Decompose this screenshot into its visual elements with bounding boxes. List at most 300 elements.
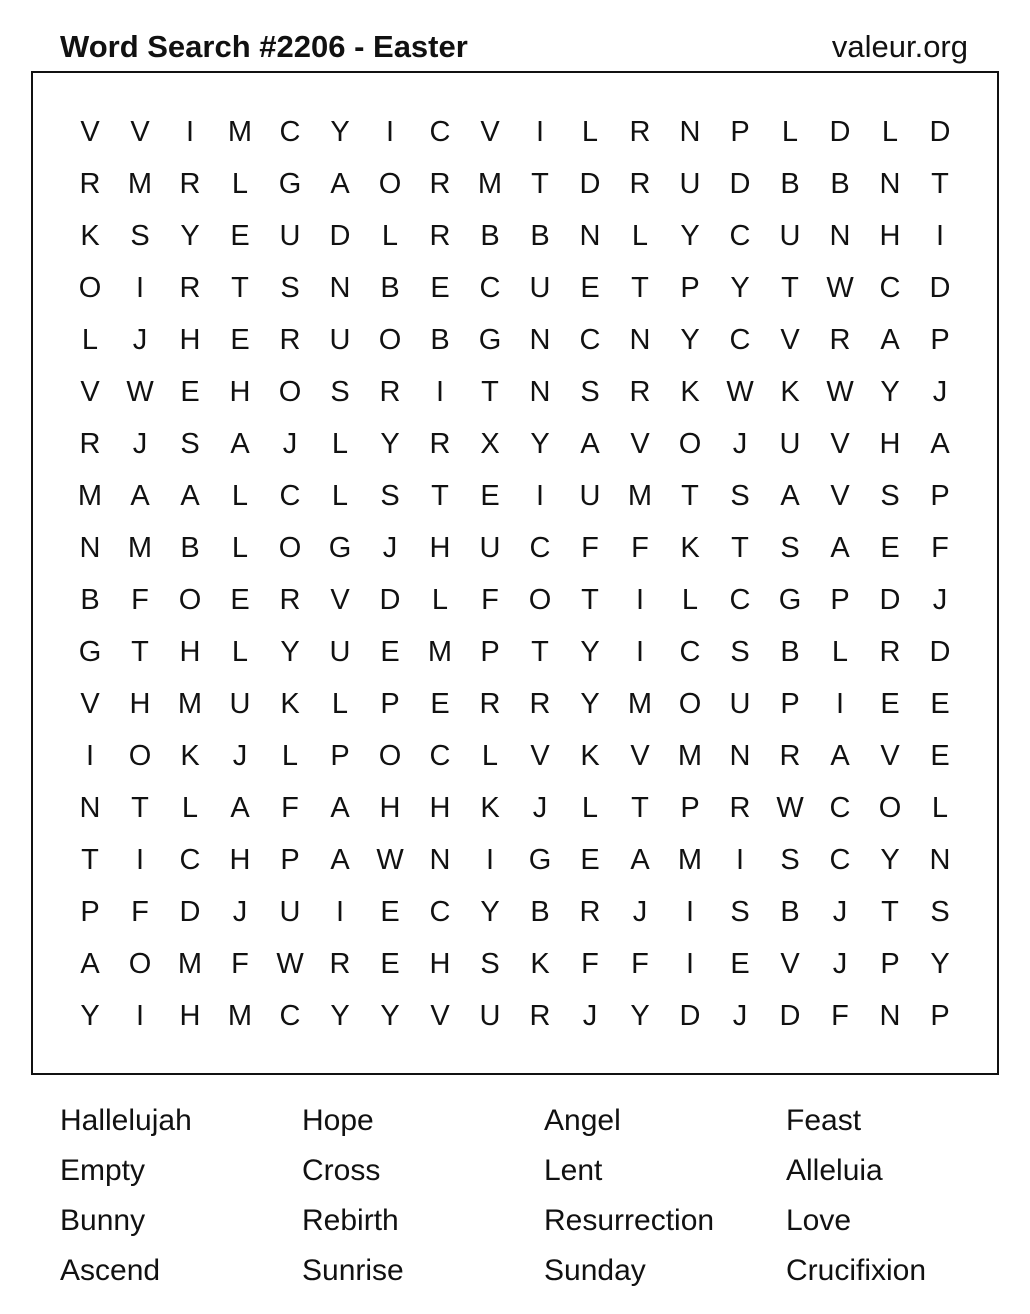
grid-cell[interactable]: E xyxy=(580,843,600,876)
grid-cell[interactable]: I xyxy=(135,999,145,1032)
grid-cell[interactable]: V xyxy=(430,999,450,1032)
grid-cell[interactable]: A xyxy=(230,427,250,460)
grid-cell[interactable]: K xyxy=(680,531,700,564)
grid-cell[interactable]: Y xyxy=(180,219,200,252)
grid-cell[interactable]: P xyxy=(730,115,750,148)
grid-cell[interactable]: F xyxy=(581,531,599,564)
grid-cell[interactable]: Y xyxy=(880,375,900,408)
grid-cell[interactable]: D xyxy=(929,115,951,148)
grid-cell[interactable]: M xyxy=(227,115,253,148)
grid-cell[interactable]: N xyxy=(429,843,451,876)
grid-cell[interactable]: I xyxy=(635,635,645,668)
grid-cell[interactable]: L xyxy=(231,635,249,668)
grid-cell[interactable]: W xyxy=(726,375,754,408)
grid-cell[interactable]: O xyxy=(378,323,402,356)
grid-cell[interactable]: L xyxy=(81,323,99,356)
grid-cell[interactable]: W xyxy=(776,791,804,824)
grid-cell[interactable]: L xyxy=(381,219,399,252)
grid-cell[interactable]: P xyxy=(80,895,100,928)
grid-cell[interactable]: M xyxy=(627,687,653,720)
grid-cell[interactable]: K xyxy=(680,375,700,408)
grid-cell[interactable]: C xyxy=(279,115,301,148)
grid-cell[interactable]: D xyxy=(729,167,751,200)
grid-cell[interactable]: L xyxy=(781,115,799,148)
grid-cell[interactable]: J xyxy=(832,947,848,980)
grid-cell[interactable]: O xyxy=(878,791,902,824)
grid-cell[interactable]: O xyxy=(128,739,152,772)
grid-cell[interactable]: E xyxy=(880,531,900,564)
grid-cell[interactable]: O xyxy=(178,583,202,616)
grid-cell[interactable]: P xyxy=(780,687,800,720)
grid-cell[interactable]: N xyxy=(579,219,601,252)
grid-cell[interactable]: S xyxy=(730,635,750,668)
grid-cell[interactable]: M xyxy=(677,843,703,876)
grid-cell[interactable]: N xyxy=(879,999,901,1032)
grid-cell[interactable]: W xyxy=(276,947,304,980)
grid-cell[interactable]: T xyxy=(631,271,649,304)
grid-cell[interactable]: A xyxy=(630,843,650,876)
grid-cell[interactable]: B xyxy=(780,895,800,928)
grid-cell[interactable]: O xyxy=(128,947,152,980)
grid-cell[interactable]: N xyxy=(829,219,851,252)
grid-cell[interactable]: N xyxy=(529,323,551,356)
grid-cell[interactable]: G xyxy=(78,635,102,668)
grid-cell[interactable]: B xyxy=(80,583,100,616)
grid-cell[interactable]: H xyxy=(229,843,251,876)
grid-cell[interactable]: J xyxy=(632,895,648,928)
grid-cell[interactable]: R xyxy=(79,427,101,460)
grid-cell[interactable]: I xyxy=(835,687,845,720)
grid-cell[interactable]: N xyxy=(79,791,101,824)
grid-cell[interactable]: M xyxy=(177,687,203,720)
grid-cell[interactable]: B xyxy=(480,219,500,252)
grid-cell[interactable]: C xyxy=(429,895,451,928)
grid-cell[interactable]: A xyxy=(830,739,850,772)
grid-cell[interactable]: Y xyxy=(680,323,700,356)
grid-cell[interactable]: W xyxy=(376,843,404,876)
grid-cell[interactable]: D xyxy=(679,999,701,1032)
grid-cell[interactable]: R xyxy=(179,167,201,200)
grid-cell[interactable]: L xyxy=(581,115,599,148)
grid-cell[interactable]: W xyxy=(126,375,154,408)
grid-cell[interactable]: T xyxy=(481,375,499,408)
grid-cell[interactable]: T xyxy=(881,895,899,928)
grid-cell[interactable]: X xyxy=(480,427,500,460)
grid-cell[interactable]: K xyxy=(280,687,300,720)
grid-cell[interactable]: L xyxy=(681,583,699,616)
grid-cell[interactable]: C xyxy=(729,583,751,616)
grid-cell[interactable]: N xyxy=(729,739,751,772)
grid-cell[interactable]: S xyxy=(380,479,400,512)
grid-cell[interactable]: T xyxy=(231,271,249,304)
grid-cell[interactable]: A xyxy=(930,427,950,460)
grid-cell[interactable]: L xyxy=(581,791,599,824)
grid-cell[interactable]: R xyxy=(279,583,301,616)
grid-cell[interactable]: P xyxy=(930,479,950,512)
grid-cell[interactable]: N xyxy=(329,271,351,304)
grid-cell[interactable]: J xyxy=(732,427,748,460)
grid-cell[interactable]: R xyxy=(629,115,651,148)
grid-cell[interactable]: C xyxy=(429,115,451,148)
grid-cell[interactable]: W xyxy=(826,271,854,304)
grid-cell[interactable]: N xyxy=(929,843,951,876)
grid-cell[interactable]: A xyxy=(80,947,100,980)
grid-cell[interactable]: C xyxy=(879,271,901,304)
grid-cell[interactable]: L xyxy=(231,531,249,564)
grid-cell[interactable]: J xyxy=(132,427,148,460)
grid-cell[interactable]: C xyxy=(679,635,701,668)
grid-cell[interactable]: T xyxy=(781,271,799,304)
grid-cell[interactable]: D xyxy=(379,583,401,616)
grid-cell[interactable]: R xyxy=(779,739,801,772)
grid-cell[interactable]: C xyxy=(579,323,601,356)
grid-cell[interactable]: N xyxy=(79,531,101,564)
grid-cell[interactable]: D xyxy=(929,635,951,668)
grid-cell[interactable]: R xyxy=(829,323,851,356)
grid-cell[interactable]: S xyxy=(730,895,750,928)
grid-cell[interactable]: M xyxy=(427,635,453,668)
grid-cell[interactable]: M xyxy=(627,479,653,512)
grid-cell[interactable]: S xyxy=(280,271,300,304)
grid-cell[interactable]: A xyxy=(830,531,850,564)
grid-cell[interactable]: S xyxy=(780,843,800,876)
grid-cell[interactable]: T xyxy=(681,479,699,512)
grid-cell[interactable]: Y xyxy=(380,999,400,1032)
grid-cell[interactable]: O xyxy=(378,167,402,200)
grid-cell[interactable]: O xyxy=(378,739,402,772)
grid-cell[interactable]: S xyxy=(480,947,500,980)
grid-cell[interactable]: J xyxy=(132,323,148,356)
grid-cell[interactable]: C xyxy=(729,323,751,356)
grid-cell[interactable]: R xyxy=(379,375,401,408)
grid-cell[interactable]: V xyxy=(780,947,800,980)
grid-cell[interactable]: P xyxy=(680,271,700,304)
grid-cell[interactable]: V xyxy=(880,739,900,772)
grid-cell[interactable]: I xyxy=(185,115,195,148)
grid-cell[interactable]: V xyxy=(830,427,850,460)
grid-cell[interactable]: K xyxy=(580,739,600,772)
grid-cell[interactable]: H xyxy=(879,219,901,252)
grid-cell[interactable]: J xyxy=(232,895,248,928)
grid-cell[interactable]: G xyxy=(328,531,352,564)
grid-cell[interactable]: R xyxy=(79,167,101,200)
grid-cell[interactable]: E xyxy=(380,895,400,928)
grid-cell[interactable]: O xyxy=(678,427,702,460)
grid-cell[interactable]: U xyxy=(279,219,301,252)
grid-cell[interactable]: E xyxy=(430,687,450,720)
grid-cell[interactable]: F xyxy=(631,947,649,980)
grid-cell[interactable]: E xyxy=(930,687,950,720)
grid-cell[interactable]: D xyxy=(879,583,901,616)
grid-cell[interactable]: J xyxy=(282,427,298,460)
grid-cell[interactable]: Y xyxy=(880,843,900,876)
grid-cell[interactable]: L xyxy=(331,687,349,720)
grid-cell[interactable]: V xyxy=(80,375,100,408)
grid-cell[interactable]: R xyxy=(429,167,451,200)
grid-cell[interactable]: Y xyxy=(80,999,100,1032)
grid-cell[interactable]: U xyxy=(329,323,351,356)
grid-cell[interactable]: C xyxy=(279,479,301,512)
grid-cell[interactable]: C xyxy=(179,843,201,876)
grid-cell[interactable]: J xyxy=(932,583,948,616)
grid-cell[interactable]: B xyxy=(530,895,550,928)
grid-cell[interactable]: P xyxy=(880,947,900,980)
grid-cell[interactable]: S xyxy=(180,427,200,460)
grid-cell[interactable]: Y xyxy=(330,115,350,148)
grid-cell[interactable]: T xyxy=(631,791,649,824)
grid-cell[interactable]: E xyxy=(480,479,500,512)
grid-cell[interactable]: A xyxy=(330,791,350,824)
grid-cell[interactable]: H xyxy=(429,947,451,980)
grid-cell[interactable]: E xyxy=(580,271,600,304)
grid-cell[interactable]: F xyxy=(281,791,299,824)
grid-cell[interactable]: B xyxy=(780,167,800,200)
grid-cell[interactable]: U xyxy=(529,271,551,304)
grid-cell[interactable]: E xyxy=(380,947,400,980)
grid-cell[interactable]: N xyxy=(629,323,651,356)
grid-cell[interactable]: B xyxy=(530,219,550,252)
grid-cell[interactable]: V xyxy=(530,739,550,772)
grid-cell[interactable]: V xyxy=(80,115,100,148)
grid-cell[interactable]: I xyxy=(735,843,745,876)
grid-cell[interactable]: I xyxy=(535,115,545,148)
grid-cell[interactable]: L xyxy=(231,479,249,512)
grid-cell[interactable]: F xyxy=(131,583,149,616)
grid-cell[interactable]: F xyxy=(231,947,249,980)
grid-cell[interactable]: H xyxy=(129,687,151,720)
grid-cell[interactable]: Y xyxy=(680,219,700,252)
grid-cell[interactable]: M xyxy=(127,531,153,564)
grid-cell[interactable]: P xyxy=(930,999,950,1032)
grid-cell[interactable]: V xyxy=(830,479,850,512)
grid-cell[interactable]: I xyxy=(335,895,345,928)
grid-cell[interactable]: H xyxy=(179,999,201,1032)
grid-cell[interactable]: O xyxy=(78,271,102,304)
grid-cell[interactable]: U xyxy=(779,219,801,252)
grid-cell[interactable]: L xyxy=(431,583,449,616)
grid-cell[interactable]: T xyxy=(131,635,149,668)
grid-cell[interactable]: A xyxy=(330,167,350,200)
grid-cell[interactable]: N xyxy=(879,167,901,200)
grid-cell[interactable]: L xyxy=(631,219,649,252)
grid-cell[interactable]: I xyxy=(85,739,95,772)
grid-cell[interactable]: F xyxy=(831,999,849,1032)
grid-cell[interactable]: R xyxy=(579,895,601,928)
grid-cell[interactable]: T xyxy=(431,479,449,512)
grid-cell[interactable]: S xyxy=(930,895,950,928)
grid-cell[interactable]: W xyxy=(826,375,854,408)
grid-cell[interactable]: F xyxy=(931,531,949,564)
grid-cell[interactable]: I xyxy=(135,843,145,876)
grid-cell[interactable]: K xyxy=(180,739,200,772)
grid-cell[interactable]: L xyxy=(281,739,299,772)
grid-cell[interactable]: J xyxy=(732,999,748,1032)
grid-cell[interactable]: H xyxy=(229,375,251,408)
grid-cell[interactable]: M xyxy=(77,479,103,512)
grid-cell[interactable]: R xyxy=(879,635,901,668)
grid-cell[interactable]: Y xyxy=(730,271,750,304)
grid-cell[interactable]: G xyxy=(278,167,302,200)
grid-cell[interactable]: Y xyxy=(580,635,600,668)
grid-cell[interactable]: J xyxy=(232,739,248,772)
grid-cell[interactable]: R xyxy=(279,323,301,356)
grid-cell[interactable]: E xyxy=(880,687,900,720)
grid-cell[interactable]: V xyxy=(80,687,100,720)
grid-cell[interactable]: G xyxy=(528,843,552,876)
grid-cell[interactable]: R xyxy=(629,167,651,200)
grid-cell[interactable]: V xyxy=(130,115,150,148)
grid-cell[interactable]: V xyxy=(630,739,650,772)
grid-cell[interactable]: L xyxy=(231,167,249,200)
grid-cell[interactable]: T xyxy=(931,167,949,200)
grid-cell[interactable]: Y xyxy=(580,687,600,720)
grid-cell[interactable]: E xyxy=(930,739,950,772)
grid-cell[interactable]: V xyxy=(480,115,500,148)
grid-cell[interactable]: R xyxy=(629,375,651,408)
grid-cell[interactable]: T xyxy=(531,167,549,200)
grid-cell[interactable]: E xyxy=(230,583,250,616)
grid-cell[interactable]: I xyxy=(435,375,445,408)
grid-cell[interactable]: M xyxy=(677,739,703,772)
grid-cell[interactable]: A xyxy=(330,843,350,876)
grid-cell[interactable]: P xyxy=(830,583,850,616)
grid-cell[interactable]: S xyxy=(580,375,600,408)
grid-cell[interactable]: F xyxy=(631,531,649,564)
grid-cell[interactable]: H xyxy=(429,531,451,564)
grid-cell[interactable]: D xyxy=(829,115,851,148)
grid-cell[interactable]: H xyxy=(429,791,451,824)
grid-cell[interactable]: S xyxy=(330,375,350,408)
grid-cell[interactable]: P xyxy=(280,843,300,876)
grid-cell[interactable]: B xyxy=(780,635,800,668)
grid-cell[interactable]: U xyxy=(729,687,751,720)
grid-cell[interactable]: I xyxy=(135,271,145,304)
grid-cell[interactable]: F xyxy=(131,895,149,928)
grid-cell[interactable]: S xyxy=(130,219,150,252)
grid-cell[interactable]: Y xyxy=(380,427,400,460)
grid-cell[interactable]: F xyxy=(581,947,599,980)
grid-cell[interactable]: E xyxy=(730,947,750,980)
grid-cell[interactable]: O xyxy=(278,375,302,408)
grid-cell[interactable]: J xyxy=(832,895,848,928)
grid-cell[interactable]: A xyxy=(230,791,250,824)
grid-cell[interactable]: J xyxy=(382,531,398,564)
grid-cell[interactable]: T xyxy=(581,583,599,616)
grid-cell[interactable]: U xyxy=(779,427,801,460)
grid-cell[interactable]: M xyxy=(127,167,153,200)
grid-cell[interactable]: Y xyxy=(480,895,500,928)
grid-cell[interactable]: A xyxy=(580,427,600,460)
grid-cell[interactable]: R xyxy=(529,687,551,720)
grid-cell[interactable]: G xyxy=(778,583,802,616)
grid-cell[interactable]: E xyxy=(180,375,200,408)
grid-cell[interactable]: R xyxy=(479,687,501,720)
grid-cell[interactable]: B xyxy=(830,167,850,200)
grid-cell[interactable]: Y xyxy=(930,947,950,980)
grid-cell[interactable]: I xyxy=(535,479,545,512)
grid-cell[interactable]: C xyxy=(729,219,751,252)
grid-cell[interactable]: C xyxy=(479,271,501,304)
grid-cell[interactable]: L xyxy=(331,479,349,512)
grid-cell[interactable]: N xyxy=(679,115,701,148)
grid-cell[interactable]: L xyxy=(331,427,349,460)
grid-cell[interactable]: B xyxy=(380,271,400,304)
grid-cell[interactable]: L xyxy=(831,635,849,668)
grid-cell[interactable]: I xyxy=(385,115,395,148)
grid-cell[interactable]: J xyxy=(932,375,948,408)
grid-cell[interactable]: D xyxy=(179,895,201,928)
grid-cell[interactable]: T xyxy=(81,843,99,876)
grid-cell[interactable]: O xyxy=(678,687,702,720)
grid-cell[interactable]: P xyxy=(680,791,700,824)
grid-cell[interactable]: A xyxy=(180,479,200,512)
grid-cell[interactable]: T xyxy=(131,791,149,824)
grid-cell[interactable]: U xyxy=(479,999,501,1032)
grid-cell[interactable]: I xyxy=(485,843,495,876)
grid-cell[interactable]: D xyxy=(329,219,351,252)
grid-cell[interactable]: G xyxy=(478,323,502,356)
grid-cell[interactable]: H xyxy=(379,791,401,824)
grid-cell[interactable]: C xyxy=(429,739,451,772)
grid-cell[interactable]: Y xyxy=(530,427,550,460)
grid-cell[interactable]: C xyxy=(529,531,551,564)
grid-cell[interactable]: H xyxy=(879,427,901,460)
grid-cell[interactable]: K xyxy=(780,375,800,408)
grid-cell[interactable]: P xyxy=(930,323,950,356)
grid-cell[interactable]: Y xyxy=(330,999,350,1032)
grid-cell[interactable]: E xyxy=(430,271,450,304)
grid-cell[interactable]: R xyxy=(429,427,451,460)
grid-cell[interactable]: J xyxy=(532,791,548,824)
grid-cell[interactable]: D xyxy=(579,167,601,200)
grid-cell[interactable]: P xyxy=(330,739,350,772)
grid-cell[interactable]: U xyxy=(329,635,351,668)
grid-cell[interactable]: L xyxy=(481,739,499,772)
grid-cell[interactable]: K xyxy=(480,791,500,824)
grid-cell[interactable]: I xyxy=(935,219,945,252)
grid-cell[interactable]: D xyxy=(929,271,951,304)
grid-cell[interactable]: K xyxy=(80,219,100,252)
grid-cell[interactable]: E xyxy=(230,219,250,252)
grid-cell[interactable]: C xyxy=(829,843,851,876)
grid-cell[interactable]: U xyxy=(479,531,501,564)
grid-cell[interactable]: O xyxy=(278,531,302,564)
grid-cell[interactable]: R xyxy=(329,947,351,980)
grid-cell[interactable]: C xyxy=(829,791,851,824)
grid-cell[interactable]: C xyxy=(279,999,301,1032)
grid-cell[interactable]: U xyxy=(579,479,601,512)
grid-cell[interactable]: T xyxy=(531,635,549,668)
grid-cell[interactable]: S xyxy=(730,479,750,512)
grid-cell[interactable]: F xyxy=(481,583,499,616)
grid-cell[interactable]: Y xyxy=(630,999,650,1032)
grid-cell[interactable]: L xyxy=(931,791,949,824)
grid-cell[interactable]: J xyxy=(582,999,598,1032)
grid-cell[interactable]: V xyxy=(330,583,350,616)
grid-cell[interactable]: B xyxy=(430,323,450,356)
grid-cell[interactable]: N xyxy=(529,375,551,408)
grid-cell[interactable]: H xyxy=(179,635,201,668)
grid-cell[interactable]: E xyxy=(230,323,250,356)
grid-cell[interactable]: L xyxy=(881,115,899,148)
grid-cell[interactable]: T xyxy=(731,531,749,564)
grid-cell[interactable]: I xyxy=(685,895,695,928)
grid-cell[interactable]: A xyxy=(130,479,150,512)
grid-cell[interactable]: L xyxy=(181,791,199,824)
grid-cell[interactable]: V xyxy=(630,427,650,460)
grid-cell[interactable]: I xyxy=(685,947,695,980)
grid-cell[interactable]: H xyxy=(179,323,201,356)
